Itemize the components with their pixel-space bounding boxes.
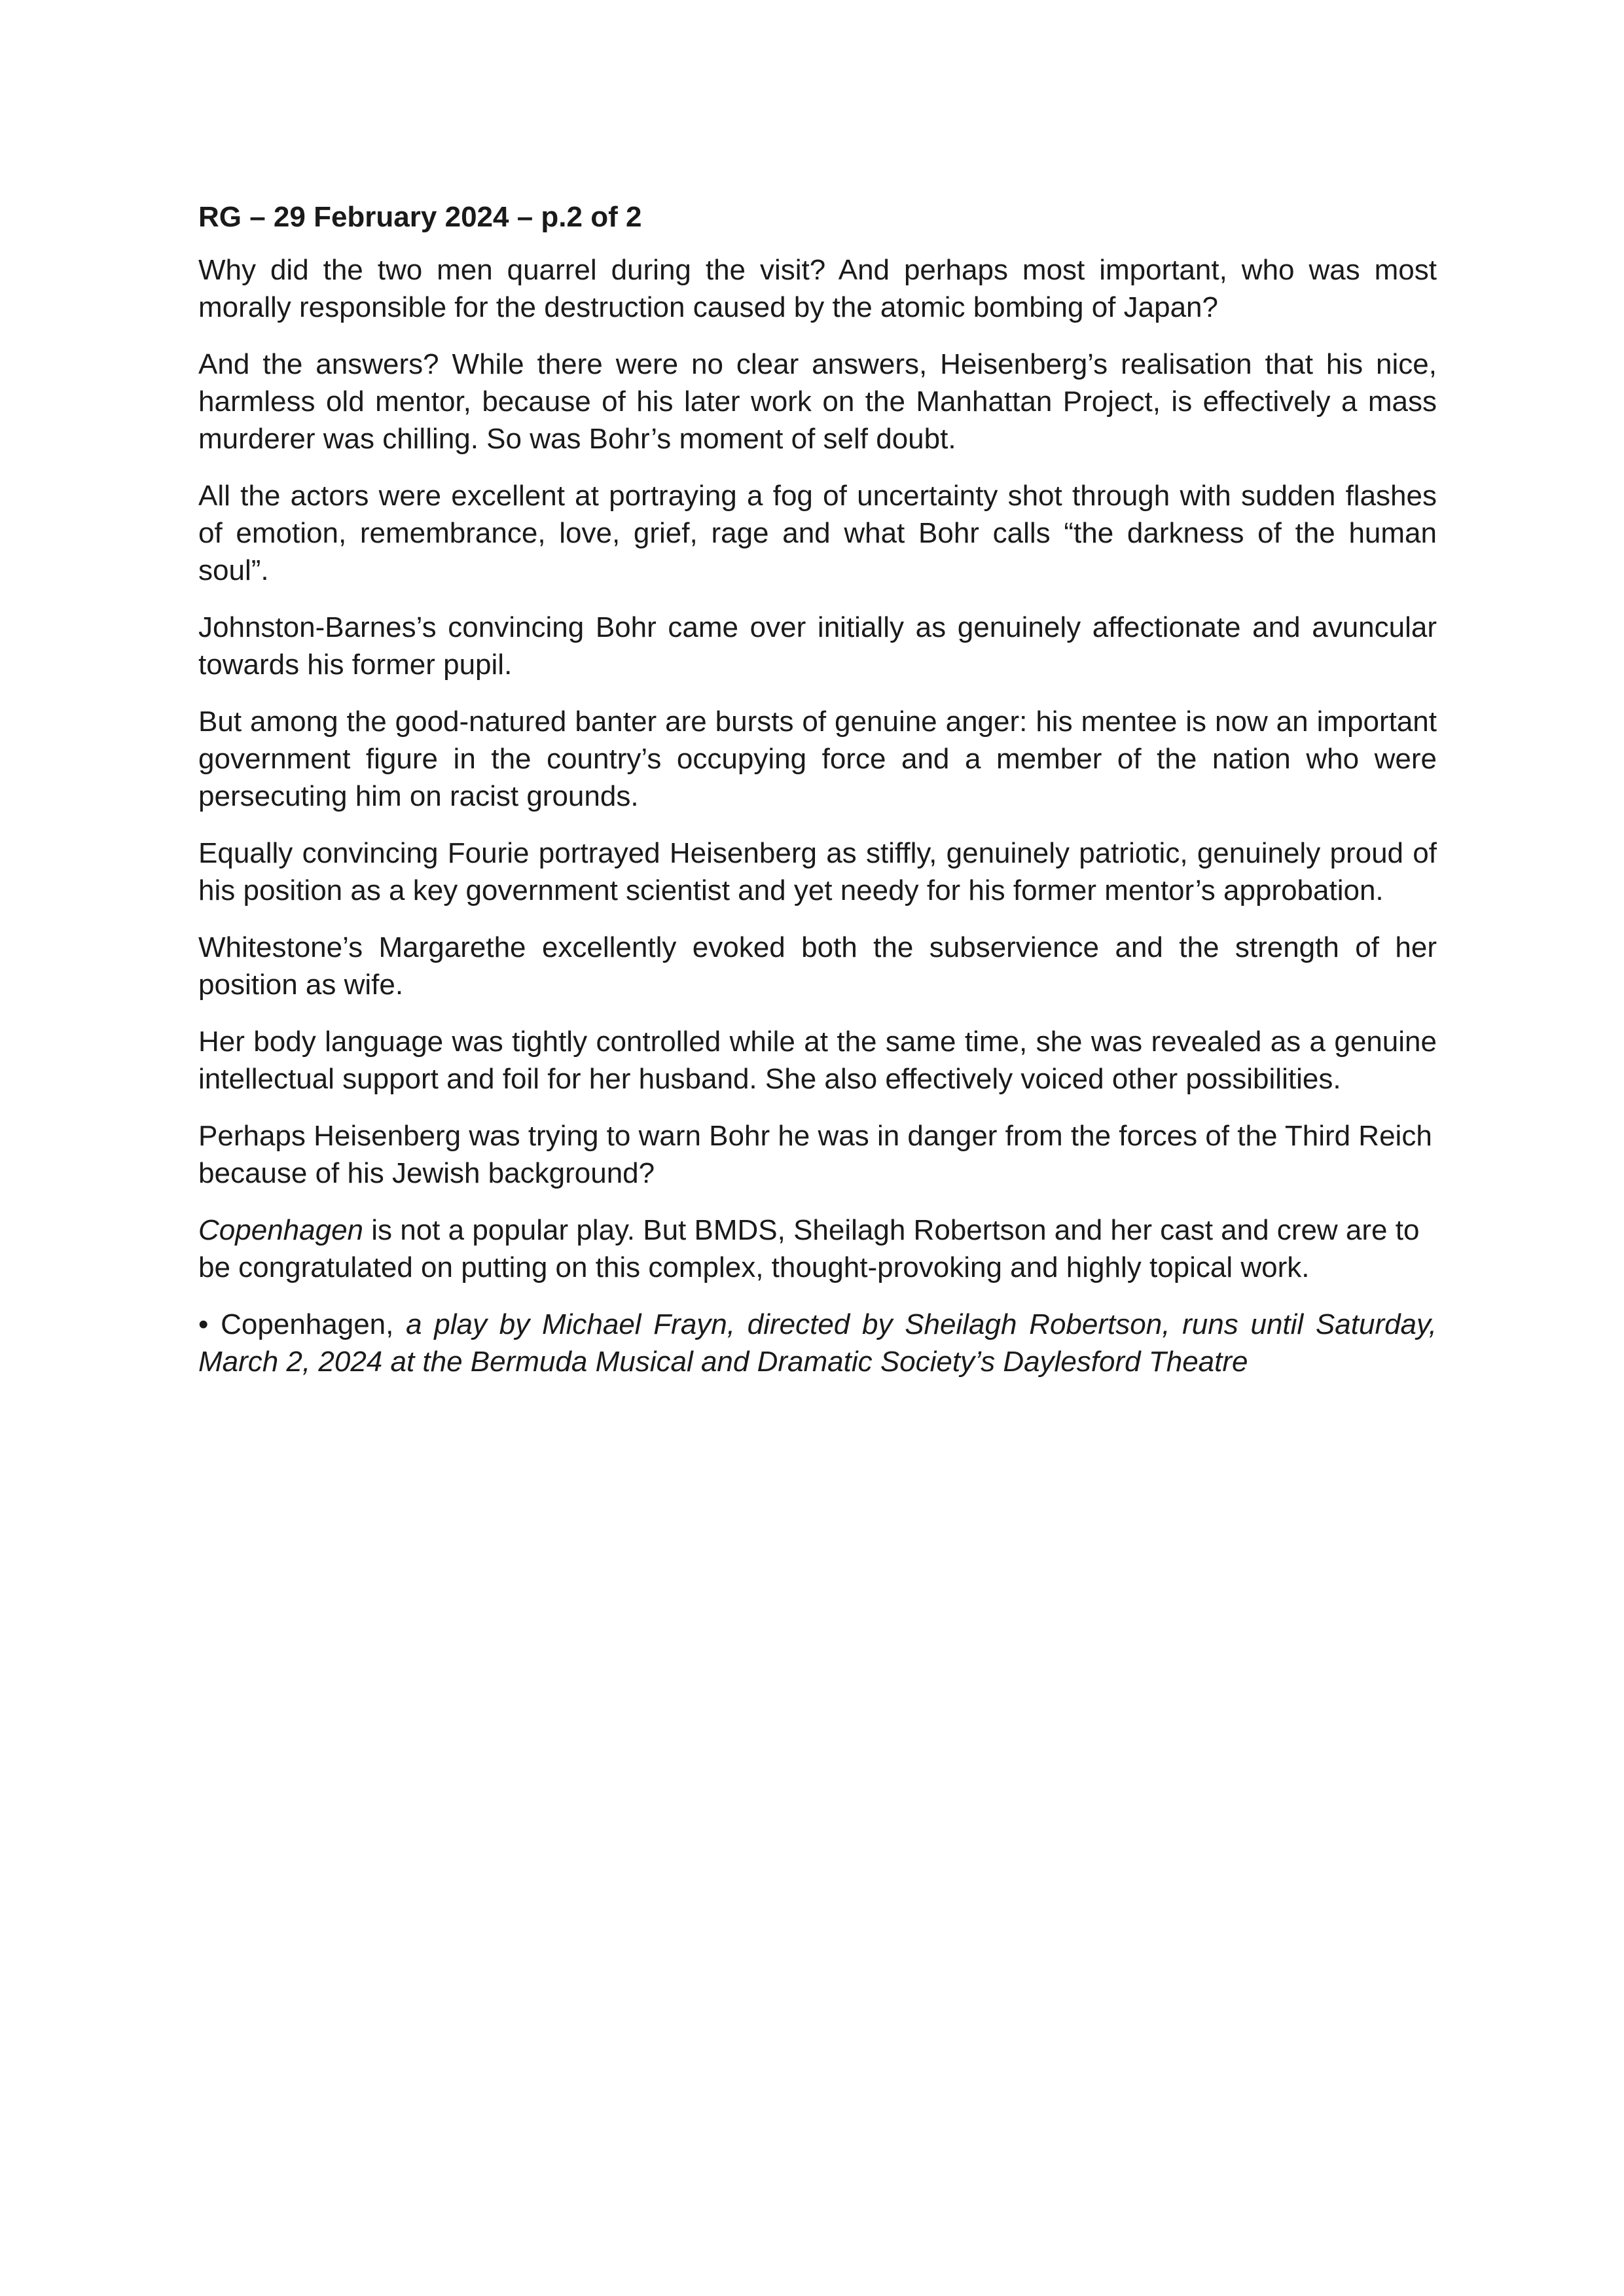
production-note <box>198 1306 1437 1380</box>
page-header: RG – 29 February 2024 – p.2 of 2 <box>198 201 642 233</box>
production-note-lead: • Copenhagen, <box>198 1308 394 1340</box>
paragraph-7: Whitestone’s Margarethe excellently evoked both the subservience and the strength of her position as wife. <box>198 931 1437 1001</box>
paragraph-9: Perhaps Heisenberg was trying to warn Bohr he was in danger from the forces of the Third Reich because of his Jewish background? <box>198 1120 1432 1189</box>
closing-text: is not a popular play. But BMDS, Sheilagh Robertson and her cast and crew are to be congratulated on putting on this complex, thought-provoking and highly topical work. <box>198 1214 1420 1283</box>
paragraph-1: Why did the two men quarrel during the visit? And perhaps most important, who was most morally responsible for the destruction caused by the atomic bombing of Japan? <box>198 254 1437 323</box>
production-note-details: a play by Michael Frayn, directed by Sheilagh Robertson, runs until Saturday, March 2, 2024 at the Bermuda Musical and Dramatic Society’s Daylesford Theatre <box>198 1308 1437 1378</box>
paragraph-4: Johnston-Barnes’s convincing Bohr came over initially as genuinely affectionate and avuncular towards his former pupil. <box>198 611 1437 681</box>
paragraph-8: Her body language was tightly controlled while at the same time, she was revealed as a genuine intellectual support and foil for her husband. She also effectively voiced other possibilities. <box>198 1026 1437 1095</box>
play-title: Copenhagen <box>198 1214 364 1246</box>
paragraph-3: All the actors were excellent at portraying a fog of uncertainty shot through with sudden flashes of emotion, remembrance, love, grief, rage and what Bohr calls “the darkness of the human soul”. <box>198 480 1437 586</box>
closing-paragraph <box>198 1211 1437 1286</box>
document-page <box>198 198 1437 1400</box>
paragraph-6: Equally convincing Fourie portrayed Heisenberg as stiffly, genuinely patriotic, genuinely proud of his position as a key government scientist and yet needy for his former mentor’s approbation. <box>198 837 1437 906</box>
paragraph-2: And the answers? While there were no clear answers, Heisenberg’s realisation that his nice, harmless old mentor, because of his later work on the Manhattan Project, is effectively a mass murderer was chilling. So was Bohr’s moment of self doubt. <box>198 348 1437 455</box>
paragraph-5: But among the good-natured banter are bursts of genuine anger: his mentee is now an important government figure in the country’s occupying force and a member of the nation who were persecuting him on racist grounds. <box>198 706 1437 812</box>
